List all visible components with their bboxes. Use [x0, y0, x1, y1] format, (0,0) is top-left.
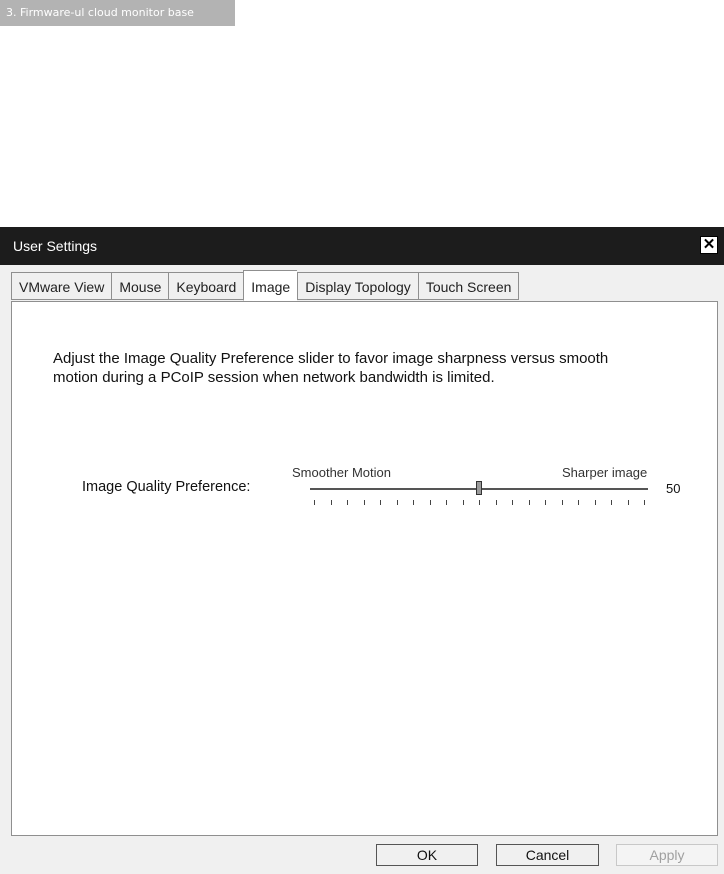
slider-tick	[545, 500, 546, 505]
image-quality-description: Adjust the Image Quality Preference slider to favor image sharpness versus smooth motion during a PCoIP session when network bandwidth is limited.	[53, 350, 609, 386]
tab-strip	[11, 272, 519, 302]
slider-min-label: Smoother Motion	[292, 465, 391, 480]
slider-tick	[628, 500, 629, 505]
slider-tick	[463, 500, 464, 505]
slider-value: 50	[666, 481, 681, 496]
slider-tick	[314, 500, 315, 505]
slider-tick	[529, 500, 530, 505]
dialog-title: User Settings	[13, 238, 98, 254]
slider-tick	[446, 500, 447, 505]
image-quality-slider[interactable]	[310, 480, 648, 510]
slider-tick	[595, 500, 596, 505]
slider-tick	[347, 500, 348, 505]
apply-button: Apply	[616, 844, 718, 866]
tab-vmware-view[interactable]: VMware View	[11, 272, 111, 300]
slider-tick	[380, 500, 381, 505]
slider-tick	[364, 500, 365, 505]
slider-max-label: Sharper image	[562, 465, 648, 480]
slider-tick	[644, 500, 645, 505]
slider-tick	[331, 500, 332, 505]
slider-tick	[496, 500, 497, 505]
slider-tick	[479, 500, 480, 505]
slider-tick	[578, 500, 579, 505]
page-caption: 3. Firmware-ul cloud monitor base	[0, 0, 235, 26]
slider-tick	[512, 500, 513, 505]
close-button[interactable]	[700, 236, 718, 254]
user-settings-dialog	[0, 227, 724, 874]
slider-tick	[397, 500, 398, 505]
cancel-button[interactable]: Cancel	[496, 844, 599, 866]
slider-tick	[413, 500, 414, 505]
close-icon: ✕	[702, 236, 716, 253]
slider-thumb[interactable]	[476, 481, 482, 495]
tab-display-topology[interactable]: Display Topology	[297, 272, 418, 300]
title-bar	[0, 227, 724, 265]
slider-tick	[562, 500, 563, 505]
image-tab-panel	[11, 301, 718, 836]
slider-tick	[611, 500, 612, 505]
tab-touch-screen[interactable]: Touch Screen	[418, 272, 520, 300]
image-quality-label: Image Quality Preference:	[82, 479, 251, 495]
tab-keyboard[interactable]: Keyboard	[168, 272, 243, 300]
tab-mouse[interactable]: Mouse	[111, 272, 168, 300]
ok-button[interactable]: OK	[376, 844, 478, 866]
tab-image[interactable]: Image	[243, 270, 297, 301]
slider-tick	[430, 500, 431, 505]
